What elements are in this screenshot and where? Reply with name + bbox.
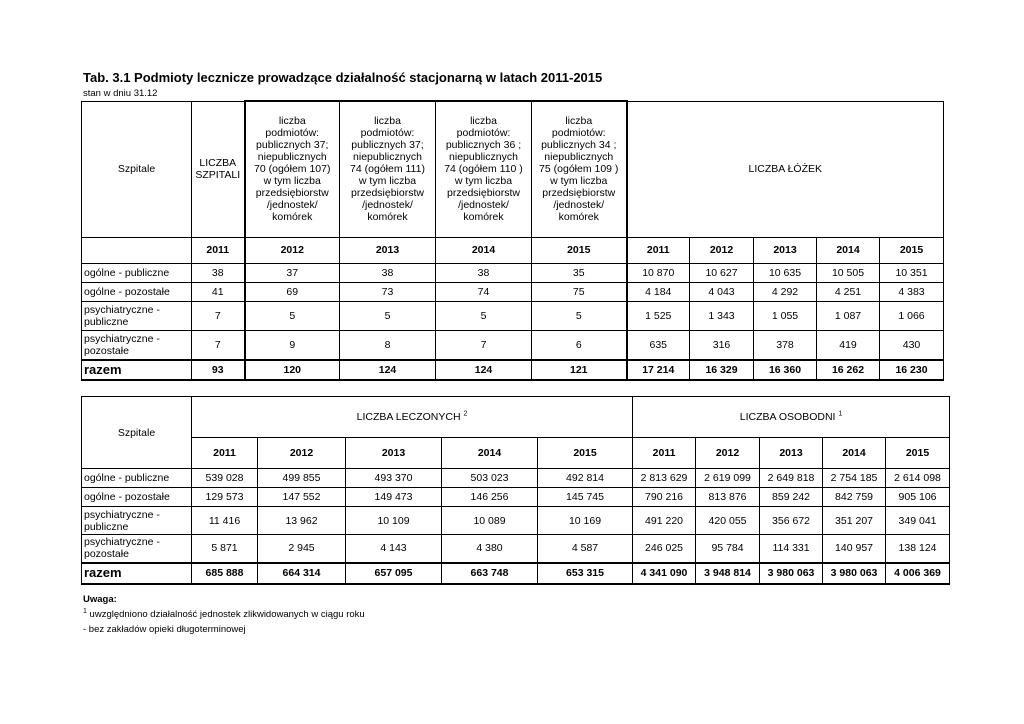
year-cell: 2015 [532, 237, 627, 263]
year-cell: 2013 [340, 237, 436, 263]
table-row [82, 282, 944, 301]
cell: 664 314 [258, 563, 346, 584]
year-cell: 2013 [760, 438, 823, 469]
cell: 37 [245, 263, 340, 282]
cell: 120 [245, 360, 340, 380]
cell: 4 251 [817, 282, 880, 301]
years-blank [82, 237, 192, 263]
cell: 790 216 [633, 488, 696, 507]
year-cell: 2013 [754, 237, 817, 263]
cell: 1 066 [880, 301, 944, 330]
year-cell: 2012 [245, 237, 340, 263]
cell: 16 262 [817, 360, 880, 380]
cell: 492 814 [538, 469, 633, 488]
cell: 140 957 [823, 535, 886, 563]
cell: 491 220 [633, 507, 696, 535]
table-row [82, 535, 950, 563]
total-row [82, 563, 950, 584]
cell: 356 672 [760, 507, 823, 535]
header-sub-2012: liczba podmiotów: publicznych 37; niepublicznych 70 (ogółem 107) w tym liczba przedsiębiorstw /jednostek/ komórek [245, 101, 340, 237]
table-row [82, 330, 944, 360]
cell: 6 [532, 330, 627, 360]
cell: 4 006 369 [886, 563, 950, 584]
cell: 349 041 [886, 507, 950, 535]
cell: 635 [627, 330, 690, 360]
cell: 2 619 099 [696, 469, 760, 488]
cell: 813 876 [696, 488, 760, 507]
cell: 4 043 [690, 282, 754, 301]
cell: 5 [340, 301, 436, 330]
cell: 114 331 [760, 535, 823, 563]
cell: 3 980 063 [760, 563, 823, 584]
year-cell: 2011 [192, 438, 258, 469]
header-sub-2015: liczba podmiotów: publicznych 34 ; niepublicznych 75 (ogółem 109 ) w tym liczba przedsiębiorstw /jednostek/ komórek [532, 101, 627, 237]
header-liczba-szpitali: LICZBA SZPITALI [192, 101, 245, 237]
cell: 5 [532, 301, 627, 330]
year-cell: 2014 [823, 438, 886, 469]
header-szpitale: Szpitale [82, 101, 192, 237]
cell: 7 [436, 330, 532, 360]
cell: 859 242 [760, 488, 823, 507]
cell: 146 256 [442, 488, 538, 507]
cell: 7 [192, 301, 245, 330]
cell: 35 [532, 263, 627, 282]
cell: 11 416 [192, 507, 258, 535]
cell: 95 784 [696, 535, 760, 563]
cell: 38 [436, 263, 532, 282]
cell: 69 [245, 282, 340, 301]
cell: 10 109 [346, 507, 442, 535]
note-1: $^1$ uwzględniono działalność jednostek zlikwidowanych w ciągu roku [83, 607, 365, 620]
cell: 149 473 [346, 488, 442, 507]
row-label: psychiatryczne - pozostałe [82, 330, 192, 360]
header-row [82, 397, 950, 438]
cell: 129 573 [192, 488, 258, 507]
table-row [82, 488, 950, 507]
notes-heading: Uwaga: [83, 594, 117, 605]
cell: 93 [192, 360, 245, 380]
row-label: psychiatryczne - publiczne [82, 507, 192, 535]
cell: 657 095 [346, 563, 442, 584]
cell: 246 025 [633, 535, 696, 563]
cell: 145 745 [538, 488, 633, 507]
page-title: Tab. 3.1 Podmioty lecznicze prowadzące działalność stacjonarną w latach 2011-2015 [83, 70, 603, 85]
years-row [82, 237, 944, 263]
cell: 685 888 [192, 563, 258, 584]
cell: 2 945 [258, 535, 346, 563]
cell: 4 143 [346, 535, 442, 563]
cell: 17 214 [627, 360, 690, 380]
cell: 1 525 [627, 301, 690, 330]
cell: 1 343 [690, 301, 754, 330]
cell: 1 087 [817, 301, 880, 330]
table-hospitals-beds [81, 100, 944, 381]
row-label: ogólne - pozostałe [82, 488, 192, 507]
header-sub-2014: liczba podmiotów: publicznych 36 ; niepublicznych 74 (ogółem 110 ) w tym liczba przedsiębiorstw /jednostek/ komórek [436, 101, 532, 237]
cell: 419 [817, 330, 880, 360]
cell: 9 [245, 330, 340, 360]
cell: 7 [192, 330, 245, 360]
cell: 13 962 [258, 507, 346, 535]
cell: 316 [690, 330, 754, 360]
cell: 4 184 [627, 282, 690, 301]
cell: 5 871 [192, 535, 258, 563]
cell: 8 [340, 330, 436, 360]
cell: 16 230 [880, 360, 944, 380]
cell: 41 [192, 282, 245, 301]
year-cell: 2015 [886, 438, 950, 469]
cell: 10 627 [690, 263, 754, 282]
cell: 3 980 063 [823, 563, 886, 584]
cell: 73 [340, 282, 436, 301]
cell: 420 055 [696, 507, 760, 535]
year-cell: 2014 [817, 237, 880, 263]
year-cell: 2013 [346, 438, 442, 469]
row-label: psychiatryczne - pozostałe [82, 535, 192, 563]
header-sub-2013: liczba podmiotów: publicznych 37; niepublicznych 74 (ogółem 111) w tym liczba przedsiębiorstw /jednostek/ komórek [340, 101, 436, 237]
cell: 4 341 090 [633, 563, 696, 584]
table-row [82, 469, 950, 488]
cell: 905 106 [886, 488, 950, 507]
row-label: ogólne - pozostałe [82, 282, 192, 301]
year-cell: 2011 [192, 237, 245, 263]
cell: 4 587 [538, 535, 633, 563]
cell: 5 [436, 301, 532, 330]
row-label: ogólne - publiczne [82, 263, 192, 282]
row-label: razem [82, 360, 192, 380]
cell: 4 383 [880, 282, 944, 301]
cell: 351 207 [823, 507, 886, 535]
cell: 147 552 [258, 488, 346, 507]
cell: 10 169 [538, 507, 633, 535]
cell: 503 023 [442, 469, 538, 488]
cell: 16 329 [690, 360, 754, 380]
cell: 378 [754, 330, 817, 360]
cell: 10 351 [880, 263, 944, 282]
cell: 74 [436, 282, 532, 301]
year-cell: 2011 [627, 237, 690, 263]
cell: 2 754 185 [823, 469, 886, 488]
cell: 5 [245, 301, 340, 330]
table-row [82, 263, 944, 282]
row-label: psychiatryczne - publiczne [82, 301, 192, 330]
cell: 124 [436, 360, 532, 380]
cell: 4 380 [442, 535, 538, 563]
cell: 10 635 [754, 263, 817, 282]
year-cell: 2012 [696, 438, 760, 469]
cell: 2 614 098 [886, 469, 950, 488]
cell: 539 028 [192, 469, 258, 488]
year-cell: 2012 [258, 438, 346, 469]
cell: 75 [532, 282, 627, 301]
header-szpitale: Szpitale [82, 397, 192, 469]
years-row [82, 438, 950, 469]
table-row [82, 507, 950, 535]
cell: 16 360 [754, 360, 817, 380]
year-cell: 2011 [633, 438, 696, 469]
year-cell: 2014 [436, 237, 532, 263]
header-row [82, 101, 944, 237]
header-liczba-osobodni: LICZBA OSOBODNI $^1$ [633, 397, 950, 438]
cell: 1 055 [754, 301, 817, 330]
page-subtitle: stan w dniu 31.12 [83, 88, 158, 99]
cell: 121 [532, 360, 627, 380]
table-row [82, 301, 944, 330]
row-label: ogólne - publiczne [82, 469, 192, 488]
year-cell: 2015 [880, 237, 944, 263]
cell: 138 124 [886, 535, 950, 563]
cell: 2 813 629 [633, 469, 696, 488]
cell: 38 [340, 263, 436, 282]
cell: 430 [880, 330, 944, 360]
total-row [82, 360, 944, 380]
cell: 493 370 [346, 469, 442, 488]
cell: 842 759 [823, 488, 886, 507]
year-cell: 2015 [538, 438, 633, 469]
cell: 4 292 [754, 282, 817, 301]
cell: 2 649 818 [760, 469, 823, 488]
header-liczba-leczonych: LICZBA LECZONYCH $^2$ [192, 397, 633, 438]
cell: 663 748 [442, 563, 538, 584]
note-2: - bez zakładów opieki długoterminowej [83, 624, 246, 635]
cell: 124 [340, 360, 436, 380]
header-liczba-lozek: LICZBA ŁÓŻEK [627, 101, 944, 237]
cell: 10 505 [817, 263, 880, 282]
cell: 10 089 [442, 507, 538, 535]
year-cell: 2012 [690, 237, 754, 263]
year-cell: 2014 [442, 438, 538, 469]
cell: 3 948 814 [696, 563, 760, 584]
cell: 10 870 [627, 263, 690, 282]
cell: 499 855 [258, 469, 346, 488]
cell: 38 [192, 263, 245, 282]
notes [83, 592, 365, 637]
table-patients-days [81, 396, 950, 585]
cell: 653 315 [538, 563, 633, 584]
row-label: razem [82, 563, 192, 584]
